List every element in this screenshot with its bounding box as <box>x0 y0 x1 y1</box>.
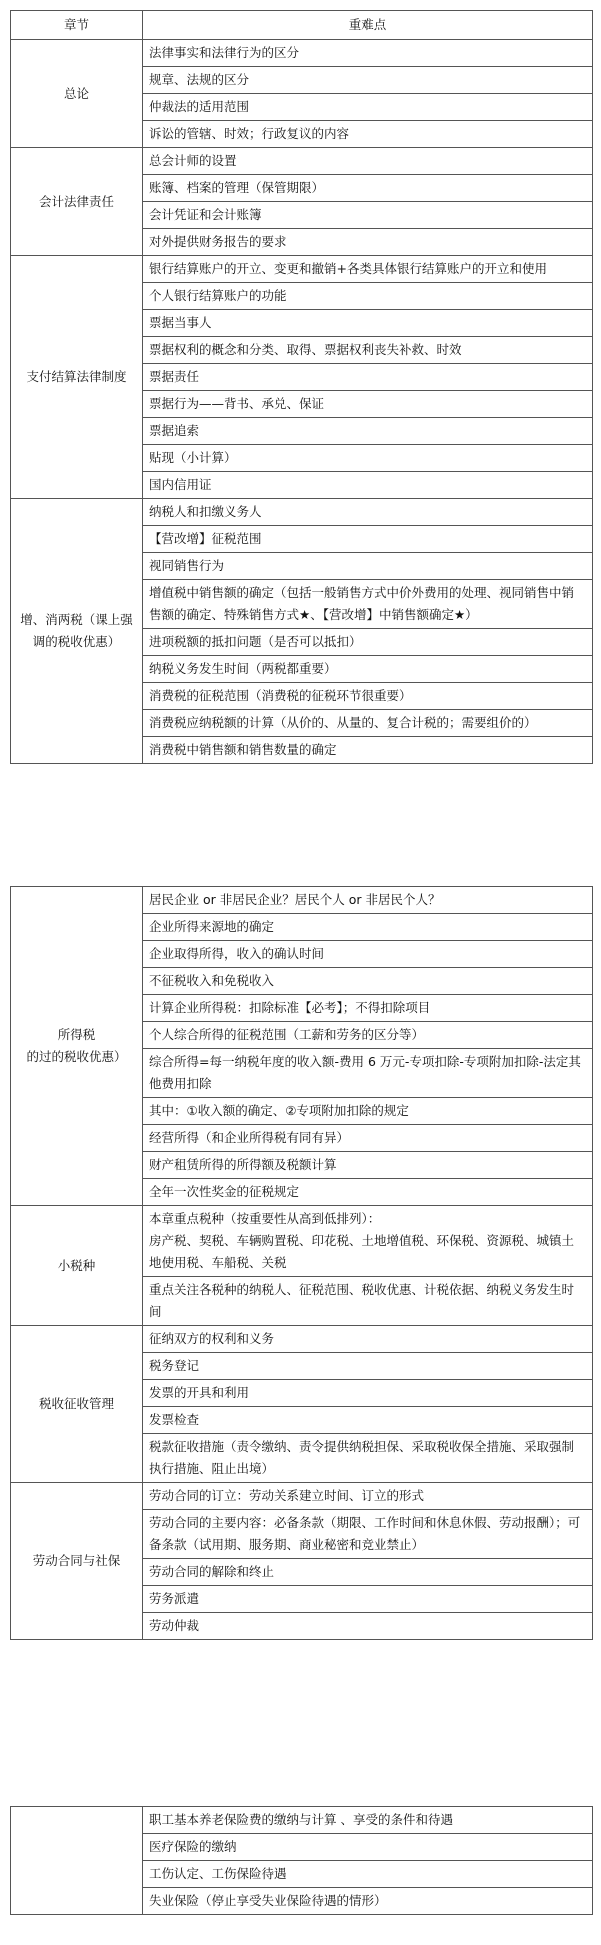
chapter-cell: 增、消两税（课上强调的税收优惠） <box>11 499 143 764</box>
key-point-cell: 工伤认定、工伤保险待遇 <box>143 1861 593 1888</box>
key-points-header: 重难点 <box>143 11 593 40</box>
key-point-cell: 国内信用证 <box>143 472 593 499</box>
key-points-table-3 <box>10 1806 593 1915</box>
table-row <box>11 1483 593 1510</box>
key-point-cell: 票据责任 <box>143 364 593 391</box>
table-row <box>11 1807 593 1834</box>
chapter-header: 章节 <box>11 11 143 40</box>
key-point-cell: 票据权利的概念和分类、取得、票据权利丧失补救、时效 <box>143 337 593 364</box>
table-row <box>11 1206 593 1277</box>
key-point-cell: 劳动合同的解除和终止 <box>143 1559 593 1586</box>
key-point-cell: 消费税应纳税额的计算（从价的、从量的、复合计税的；需要组价的） <box>143 710 593 737</box>
key-point-cell: 企业所得来源地的确定 <box>143 914 593 941</box>
key-point-cell: 个人综合所得的征税范围（工薪和劳务的区分等） <box>143 1022 593 1049</box>
key-point-cell: 增值税中销售额的确定（包括一般销售方式中价外费用的处理、视同销售中销售额的确定、特殊销售方式★、【营改增】中销售额确定★） <box>143 580 593 629</box>
key-point-cell: 企业取得所得，收入的确认时间 <box>143 941 593 968</box>
key-point-cell: 财产租赁所得的所得额及税额计算 <box>143 1152 593 1179</box>
key-point-cell: 票据当事人 <box>143 310 593 337</box>
table-row <box>11 40 593 67</box>
key-point-cell: 仲裁法的适用范围 <box>143 94 593 121</box>
key-point-cell: 计算企业所得税：扣除标准【必考】；不得扣除项目 <box>143 995 593 1022</box>
key-point-cell: 其中：①收入额的确定、②专项附加扣除的规定 <box>143 1098 593 1125</box>
key-point-cell: 居民企业 or 非居民企业？居民个人 or 非居民个人？ <box>143 887 593 914</box>
key-point-cell: 对外提供财务报告的要求 <box>143 229 593 256</box>
key-point-cell: 个人银行结算账户的功能 <box>143 283 593 310</box>
key-point-cell: 【营改增】征税范围 <box>143 526 593 553</box>
table-row <box>11 887 593 914</box>
key-point-cell: 本章重点税种（按重要性从高到低排列）： 房产税、契税、车辆购置税、印花税、土地增值税、环保税、资源税、城镇土地使用税、车船税、关税 <box>143 1206 593 1277</box>
key-point-cell: 发票检查 <box>143 1407 593 1434</box>
key-points-table-1 <box>10 10 593 764</box>
key-point-cell: 重点关注各税种的纳税人、征税范围、税收优惠、计税依据、纳税义务发生时间 <box>143 1277 593 1326</box>
key-point-cell: 劳动合同的主要内容：必备条款（期限、工作时间和休息休假、劳动报酬）；可备条款（试用期、服务期、商业秘密和竞业禁止） <box>143 1510 593 1559</box>
chapter-cell: 支付结算法律制度 <box>11 256 143 499</box>
key-point-cell: 纳税人和扣缴义务人 <box>143 499 593 526</box>
key-point-cell: 征纳双方的权利和义务 <box>143 1326 593 1353</box>
key-point-cell: 经营所得（和企业所得税有同有异） <box>143 1125 593 1152</box>
table-row <box>11 1326 593 1353</box>
key-point-cell: 医疗保险的缴纳 <box>143 1834 593 1861</box>
chapter-cell: 总论 <box>11 40 143 148</box>
table-row <box>11 499 593 526</box>
chapter-cell: 税收征收管理 <box>11 1326 143 1483</box>
key-point-cell: 综合所得=每一纳税年度的收入额-费用 6 万元-专项扣除-专项附加扣除-法定其他费用扣除 <box>143 1049 593 1098</box>
key-point-cell: 票据追索 <box>143 418 593 445</box>
key-point-cell: 劳动仲裁 <box>143 1613 593 1640</box>
key-point-cell: 失业保险（停止享受失业保险待遇的情形） <box>143 1888 593 1915</box>
key-point-cell: 消费税的征税范围（消费税的征税环节很重要） <box>143 683 593 710</box>
key-point-cell: 票据行为——背书、承兑、保证 <box>143 391 593 418</box>
key-point-cell: 视同销售行为 <box>143 553 593 580</box>
key-point-cell: 税款征收措施（责令缴纳、责令提供纳税担保、采取税收保全措施、采取强制执行措施、阻止出境） <box>143 1434 593 1483</box>
key-point-cell: 纳税义务发生时间（两税都重要） <box>143 656 593 683</box>
chapter-cell: 会计法律责任 <box>11 148 143 256</box>
key-point-cell: 消费税中销售额和销售数量的确定 <box>143 737 593 764</box>
key-point-cell: 进项税额的抵扣问题（是否可以抵扣） <box>143 629 593 656</box>
chapter-cell: 所得税 的过的税收优惠） <box>11 887 143 1206</box>
key-point-cell: 劳动合同的订立：劳动关系建立时间、订立的形式 <box>143 1483 593 1510</box>
key-point-cell: 会计凭证和会计账簿 <box>143 202 593 229</box>
chapter-cell: 劳动合同与社保 <box>11 1483 143 1640</box>
key-point-cell: 银行结算账户的开立、变更和撤销+各类具体银行结算账户的开立和使用 <box>143 256 593 283</box>
table-row <box>11 256 593 283</box>
key-point-cell: 全年一次性奖金的征税规定 <box>143 1179 593 1206</box>
key-point-cell: 贴现（小计算） <box>143 445 593 472</box>
key-point-cell: 不征税收入和免税收入 <box>143 968 593 995</box>
chapter-cell: 小税种 <box>11 1206 143 1326</box>
table-header-row <box>11 11 593 40</box>
key-point-cell: 发票的开具和利用 <box>143 1380 593 1407</box>
key-point-cell: 总会计师的设置 <box>143 148 593 175</box>
key-point-cell: 税务登记 <box>143 1353 593 1380</box>
key-point-cell: 职工基本养老保险费的缴纳与计算 、享受的条件和待遇 <box>143 1807 593 1834</box>
key-point-cell: 劳务派遣 <box>143 1586 593 1613</box>
key-point-cell: 法律事实和法律行为的区分 <box>143 40 593 67</box>
key-point-cell: 账簿、档案的管理（保管期限） <box>143 175 593 202</box>
key-point-cell: 诉讼的管辖、时效；行政复议的内容 <box>143 121 593 148</box>
key-point-cell: 规章、法规的区分 <box>143 67 593 94</box>
chapter-cell <box>11 1807 143 1915</box>
key-points-table-2 <box>10 886 593 1640</box>
table-row <box>11 148 593 175</box>
